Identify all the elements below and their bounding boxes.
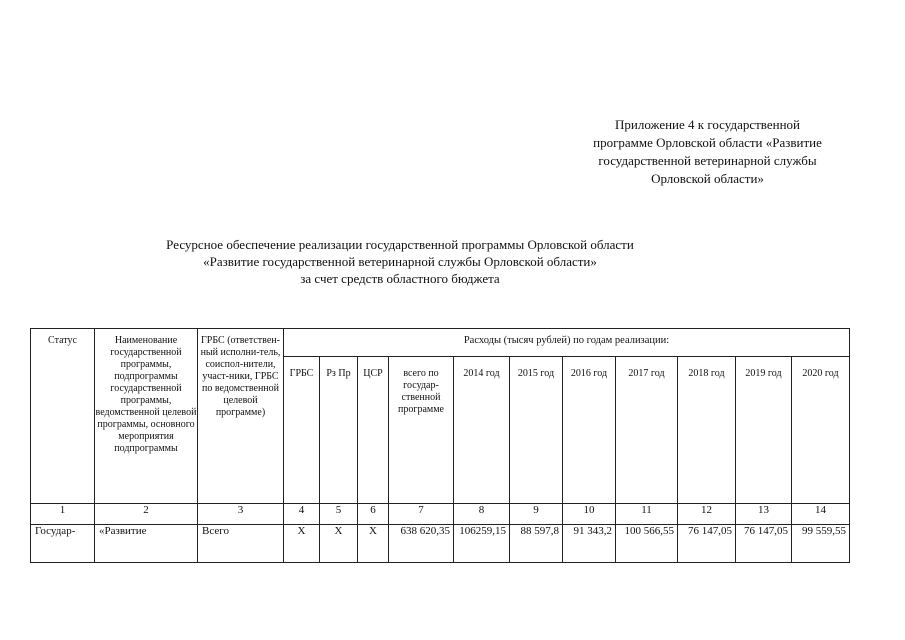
appendix-line: Орловской области» [651,171,764,186]
header-rzpr: Рз Пр [320,357,358,504]
header-year-2019: 2019 год [736,357,792,504]
table-row [31,525,850,563]
column-number: 1 [31,504,95,525]
column-number-row [31,504,850,525]
appendix-line: Приложение 4 к государственной [615,117,800,132]
resource-table [30,328,850,563]
title-line: Ресурсное обеспечение реализации государственной программы Орловской области [166,237,634,252]
column-number: 4 [284,504,320,525]
column-number: 6 [358,504,389,525]
row-year-2017: 100 566,55 [616,525,678,563]
row-year-2020: 99 559,55 [792,525,850,563]
appendix-line: государственной ветеринарной службы [598,153,817,168]
column-number: 10 [563,504,616,525]
row-year-2014: 106259,15 [454,525,510,563]
row-grbs: X [284,525,320,563]
row-total: 638 620,35 [389,525,454,563]
header-year-2018: 2018 год [678,357,736,504]
header-year-2014: 2014 год [454,357,510,504]
document-title [140,236,660,287]
row-year-2018: 76 147,05 [678,525,736,563]
row-year-2015: 88 597,8 [510,525,563,563]
appendix-line: программе Орловской области «Развитие [593,135,822,150]
header-grbs-responsible: ГРБС (ответствен-ный исполни-тель, соиспол-нители, участ-ники, ГРБС по ведомственной целевой программе) [198,329,284,504]
row-grbs-responsible: Всего [198,525,284,563]
column-number: 9 [510,504,563,525]
appendix-note [560,116,855,188]
column-number: 14 [792,504,850,525]
title-line: «Развитие государственной ветеринарной службы Орловской области» [203,254,597,269]
column-number: 2 [95,504,198,525]
header-expenses: Расходы (тысяч рублей) по годам реализации: [284,329,850,357]
row-program-name: «Развитие [95,525,198,563]
row-status: Государ- [31,525,95,563]
header-total: всего по государ-ственной программе [389,357,454,504]
header-program-name: Наименование государственной программы, подпрограммы государственной программы, ведомственной целевой программы, основного мероприятия подпрограммы [95,329,198,504]
column-number: 7 [389,504,454,525]
header-year-2016: 2016 год [563,357,616,504]
column-number: 11 [616,504,678,525]
header-year-2020: 2020 год [792,357,850,504]
row-year-2019: 76 147,05 [736,525,792,563]
row-csr: X [358,525,389,563]
column-number: 8 [454,504,510,525]
column-number: 12 [678,504,736,525]
column-number: 5 [320,504,358,525]
header-status: Статус [31,329,95,504]
title-line: за счет средств областного бюджета [300,271,500,286]
row-rzpr: X [320,525,358,563]
header-csr: ЦСР [358,357,389,504]
header-year-2017: 2017 год [616,357,678,504]
header-grbs: ГРБС [284,357,320,504]
column-number: 3 [198,504,284,525]
column-number: 13 [736,504,792,525]
header-year-2015: 2015 год [510,357,563,504]
row-year-2016: 91 343,2 [563,525,616,563]
